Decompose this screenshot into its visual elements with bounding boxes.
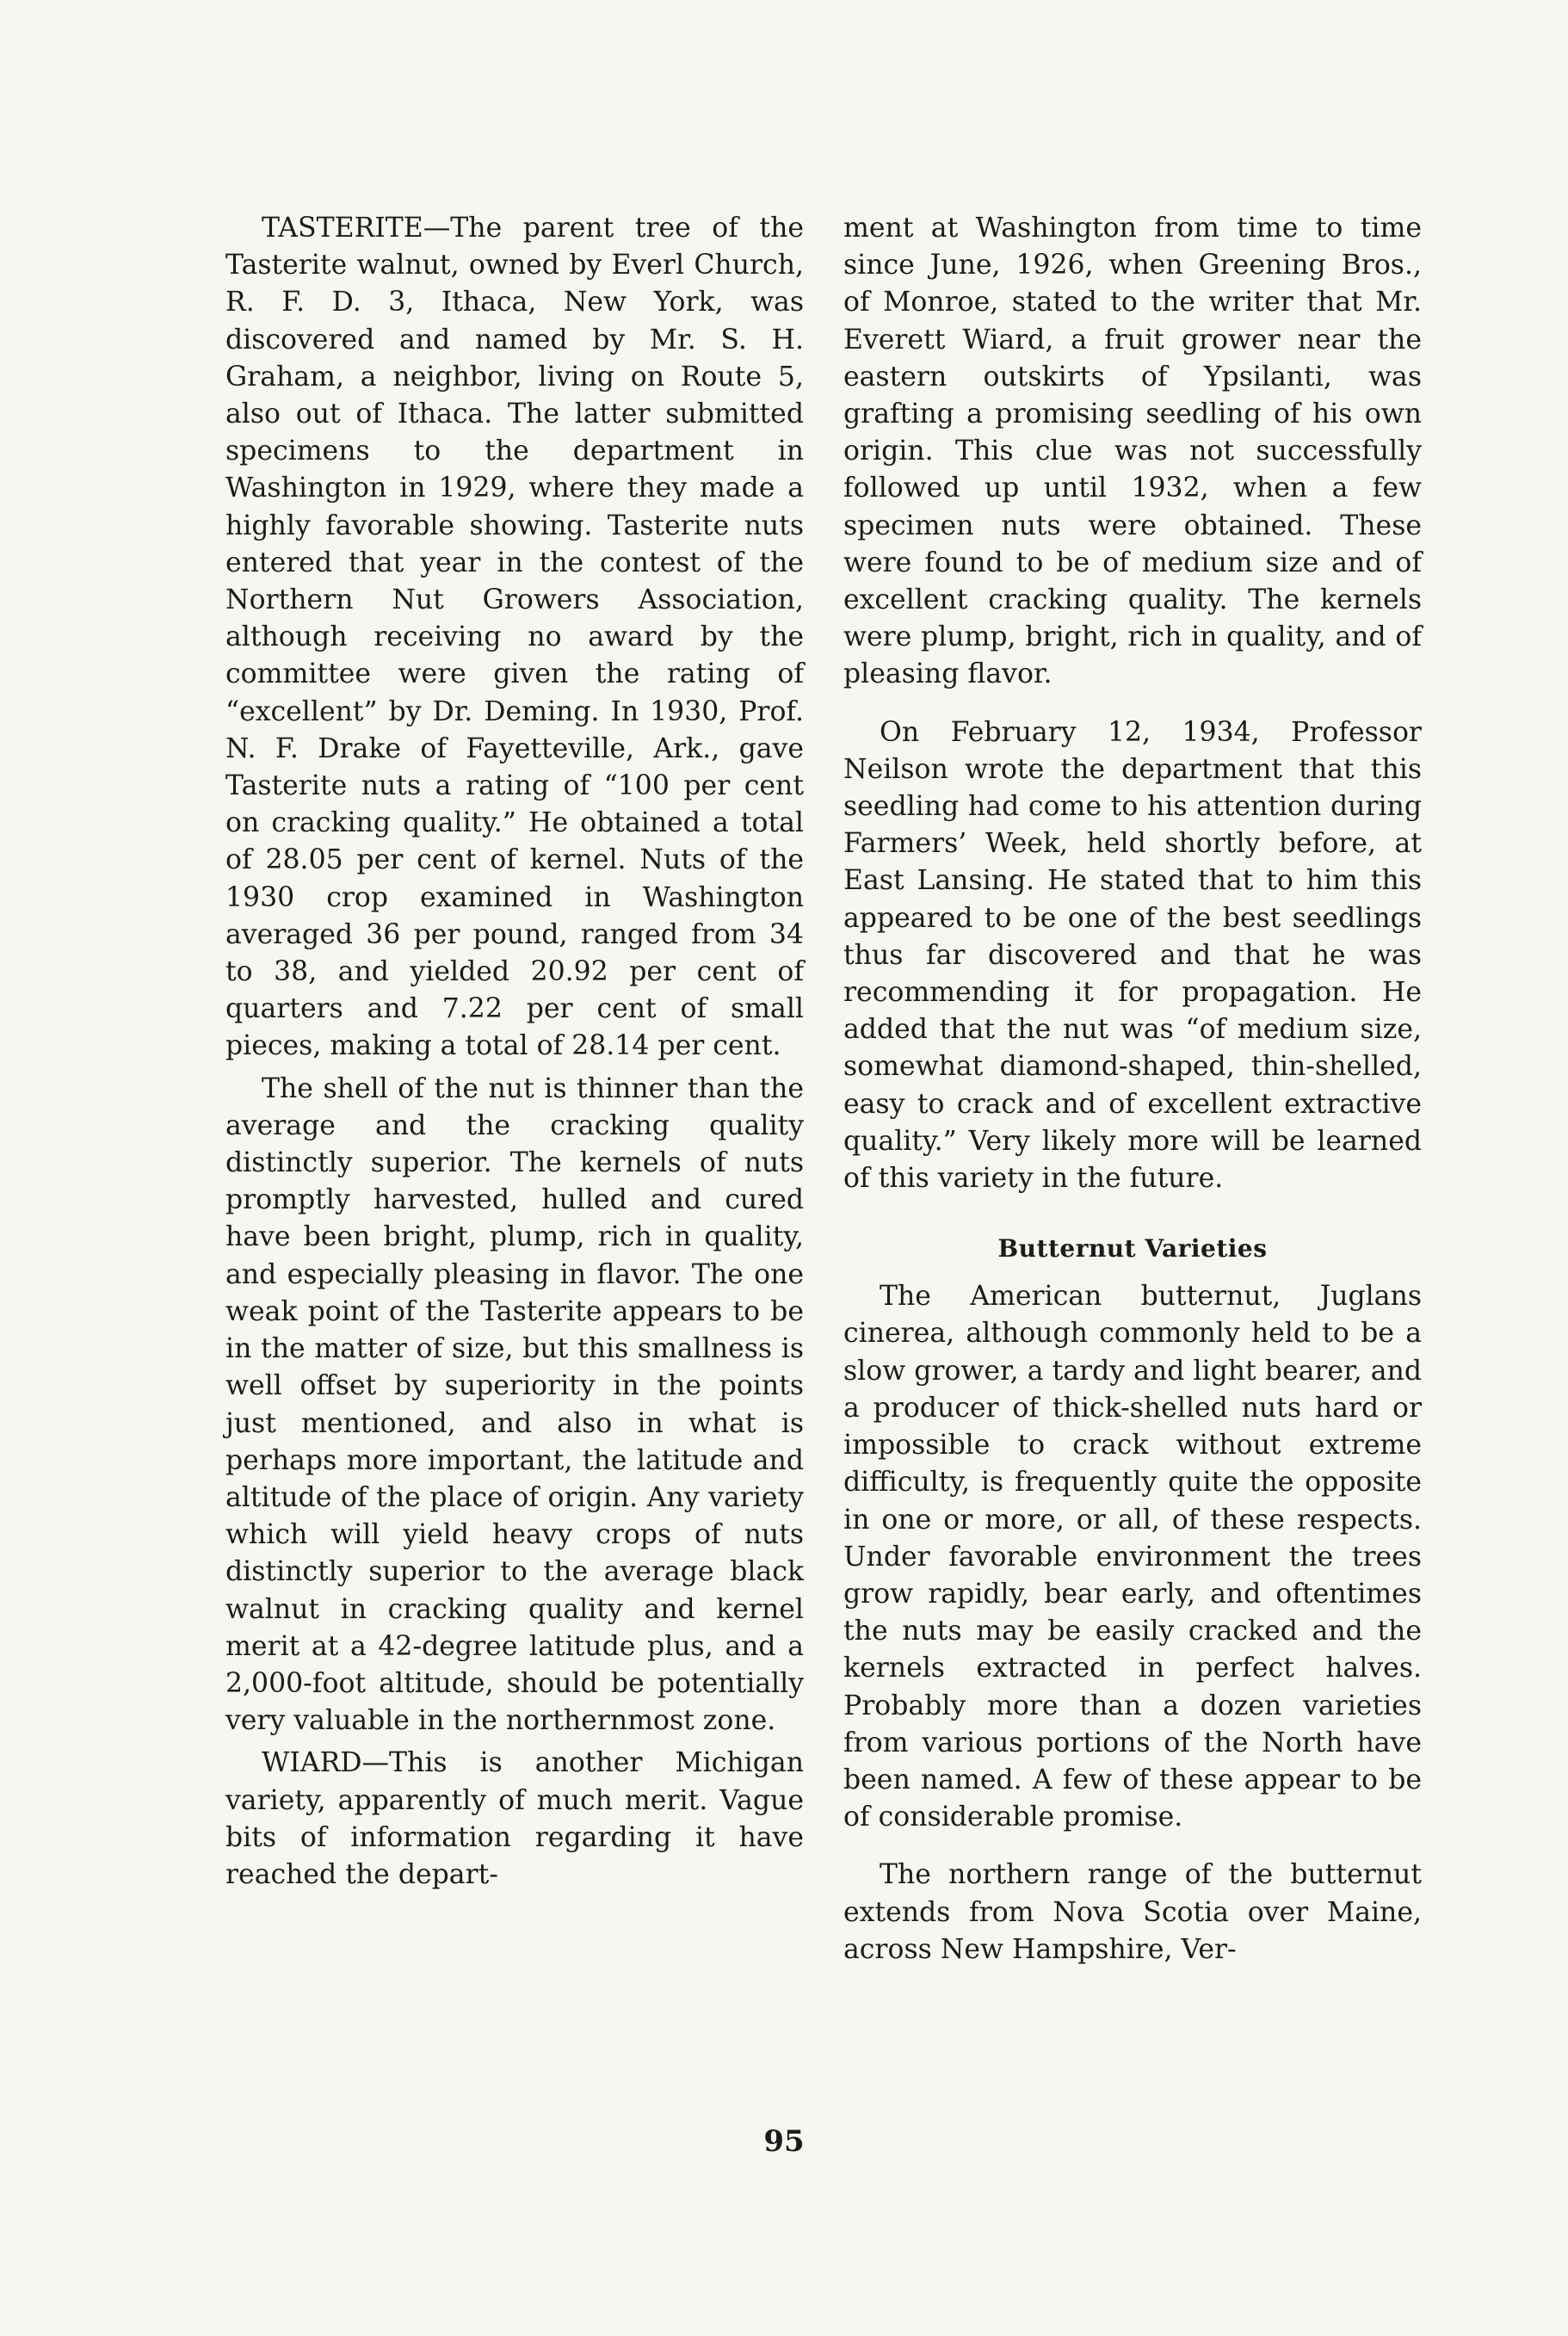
paragraph-wiard: WIARD—This is another Michigan variety, apparently of much merit. Vague bits of information regarding it have reached the depart- [225,1747,804,1890]
right-column [843,210,1422,1968]
paragraph-butternut-intro: The American butternut, Juglans cinerea, although commonly held to be a slow grower, a tardy and light bearer, and a producer of thick-shelled nuts hard or impossible to crack without extreme difficulty, is frequently quite the opposite in one or more, or all, of these respects. Under favorable environment the trees grow rapidly, bear early, and oftentimes the nuts may be easily cracked and the kernels extracted in perfect halves. Probably more than a dozen varieties from various portions of the North have been named. A few of these appear to be of considerable promise. [843,1281,1422,1833]
left-column [225,210,804,1894]
paragraph-tasterite-shell: The shell of the nut is thinner than the average and the cracking quality distinctly superior. The kernels of nuts promptly harvested, hulled and cured have been bright, plump, rich in quality, and especially pleasing in flavor. The one weak point of the Tasterite appears to be in the matter of size, but this smallness is well offset by superiority in the points just mentioned, and also in what is perhaps more important, the latitude and altitude of the place of origin. Any variety which will yield heavy crops of nuts distinctly superior to the average black walnut in cracking quality and kernel merit at a 42-degree latitude plus, and a 2,000-foot altitude, should be potentially very valuable in the northernmost zone. [225,1072,804,1737]
page-number: 95 [763,2124,805,2159]
paragraph-tasterite: TASTERITE—The parent tree of the Tasterite walnut, owned by Everl Church, R. F. D. 3, Ithaca, New York, was discovered and named by Mr. S. H. Graham, a neighbor, living on Route 5, also out of Ithaca. The latter submitted specimens to the department in Washington in 1929, where they made a highly favorable showing. Tasterite nuts entered that year in the contest of the Northern Nut Growers Association, although receiving no award by the committee were given the rating of “excellent” by Dr. Deming. In 1930, Prof. N. F. Drake of Fayetteville, Ark., gave Tasterite nuts a rating of “100 per cent on cracking quality.” He obtained a total of 28.05 per cent of kernel. Nuts of the 1930 crop examined in Washington averaged 36 per pound, ranged from 34 to 38, and yielded 20.92 per cent of quarters and 7.22 per cent of small pieces, making a total of 28.14 per cent. [225,213,804,1062]
paragraph-wiard-continued: ment at Washington from time to time since June, 1926, when Greening Bros., of Monroe, stated to the writer that Mr. Everett Wiard, a fruit grower near the eastern outskirts of Ypsilanti, was grafting a promising seedling of his own origin. This clue was not successfully followed up until 1932, when a few specimen nuts were obtained. These were found to be of medium size and of excellent cracking quality. The kernels were plump, bright, rich in quality, and of pleasing flavor. [843,213,1422,690]
paragraph-neilson: On February 12, 1934, Professor Neilson wrote the department that this seedling had come to his attention during Farmers’ Week, held shortly before, at East Lansing. He stated that to him this appeared to be one of the best seedlings thus far discovered and that he was recommending it for propagation. He added that the nut was “of medium size, somewhat diamond-shaped, thin-shelled, easy to crack and of excellent extractive quality.” Very likely more will be learned of this variety in the future. [843,716,1422,1195]
paragraph-butternut-range: The northern range of the butternut extends from Nova Scotia over Maine, across New Hampshire, Ver- [843,1859,1422,1965]
section-heading-butternut: Butternut Varieties [997,1234,1268,1264]
